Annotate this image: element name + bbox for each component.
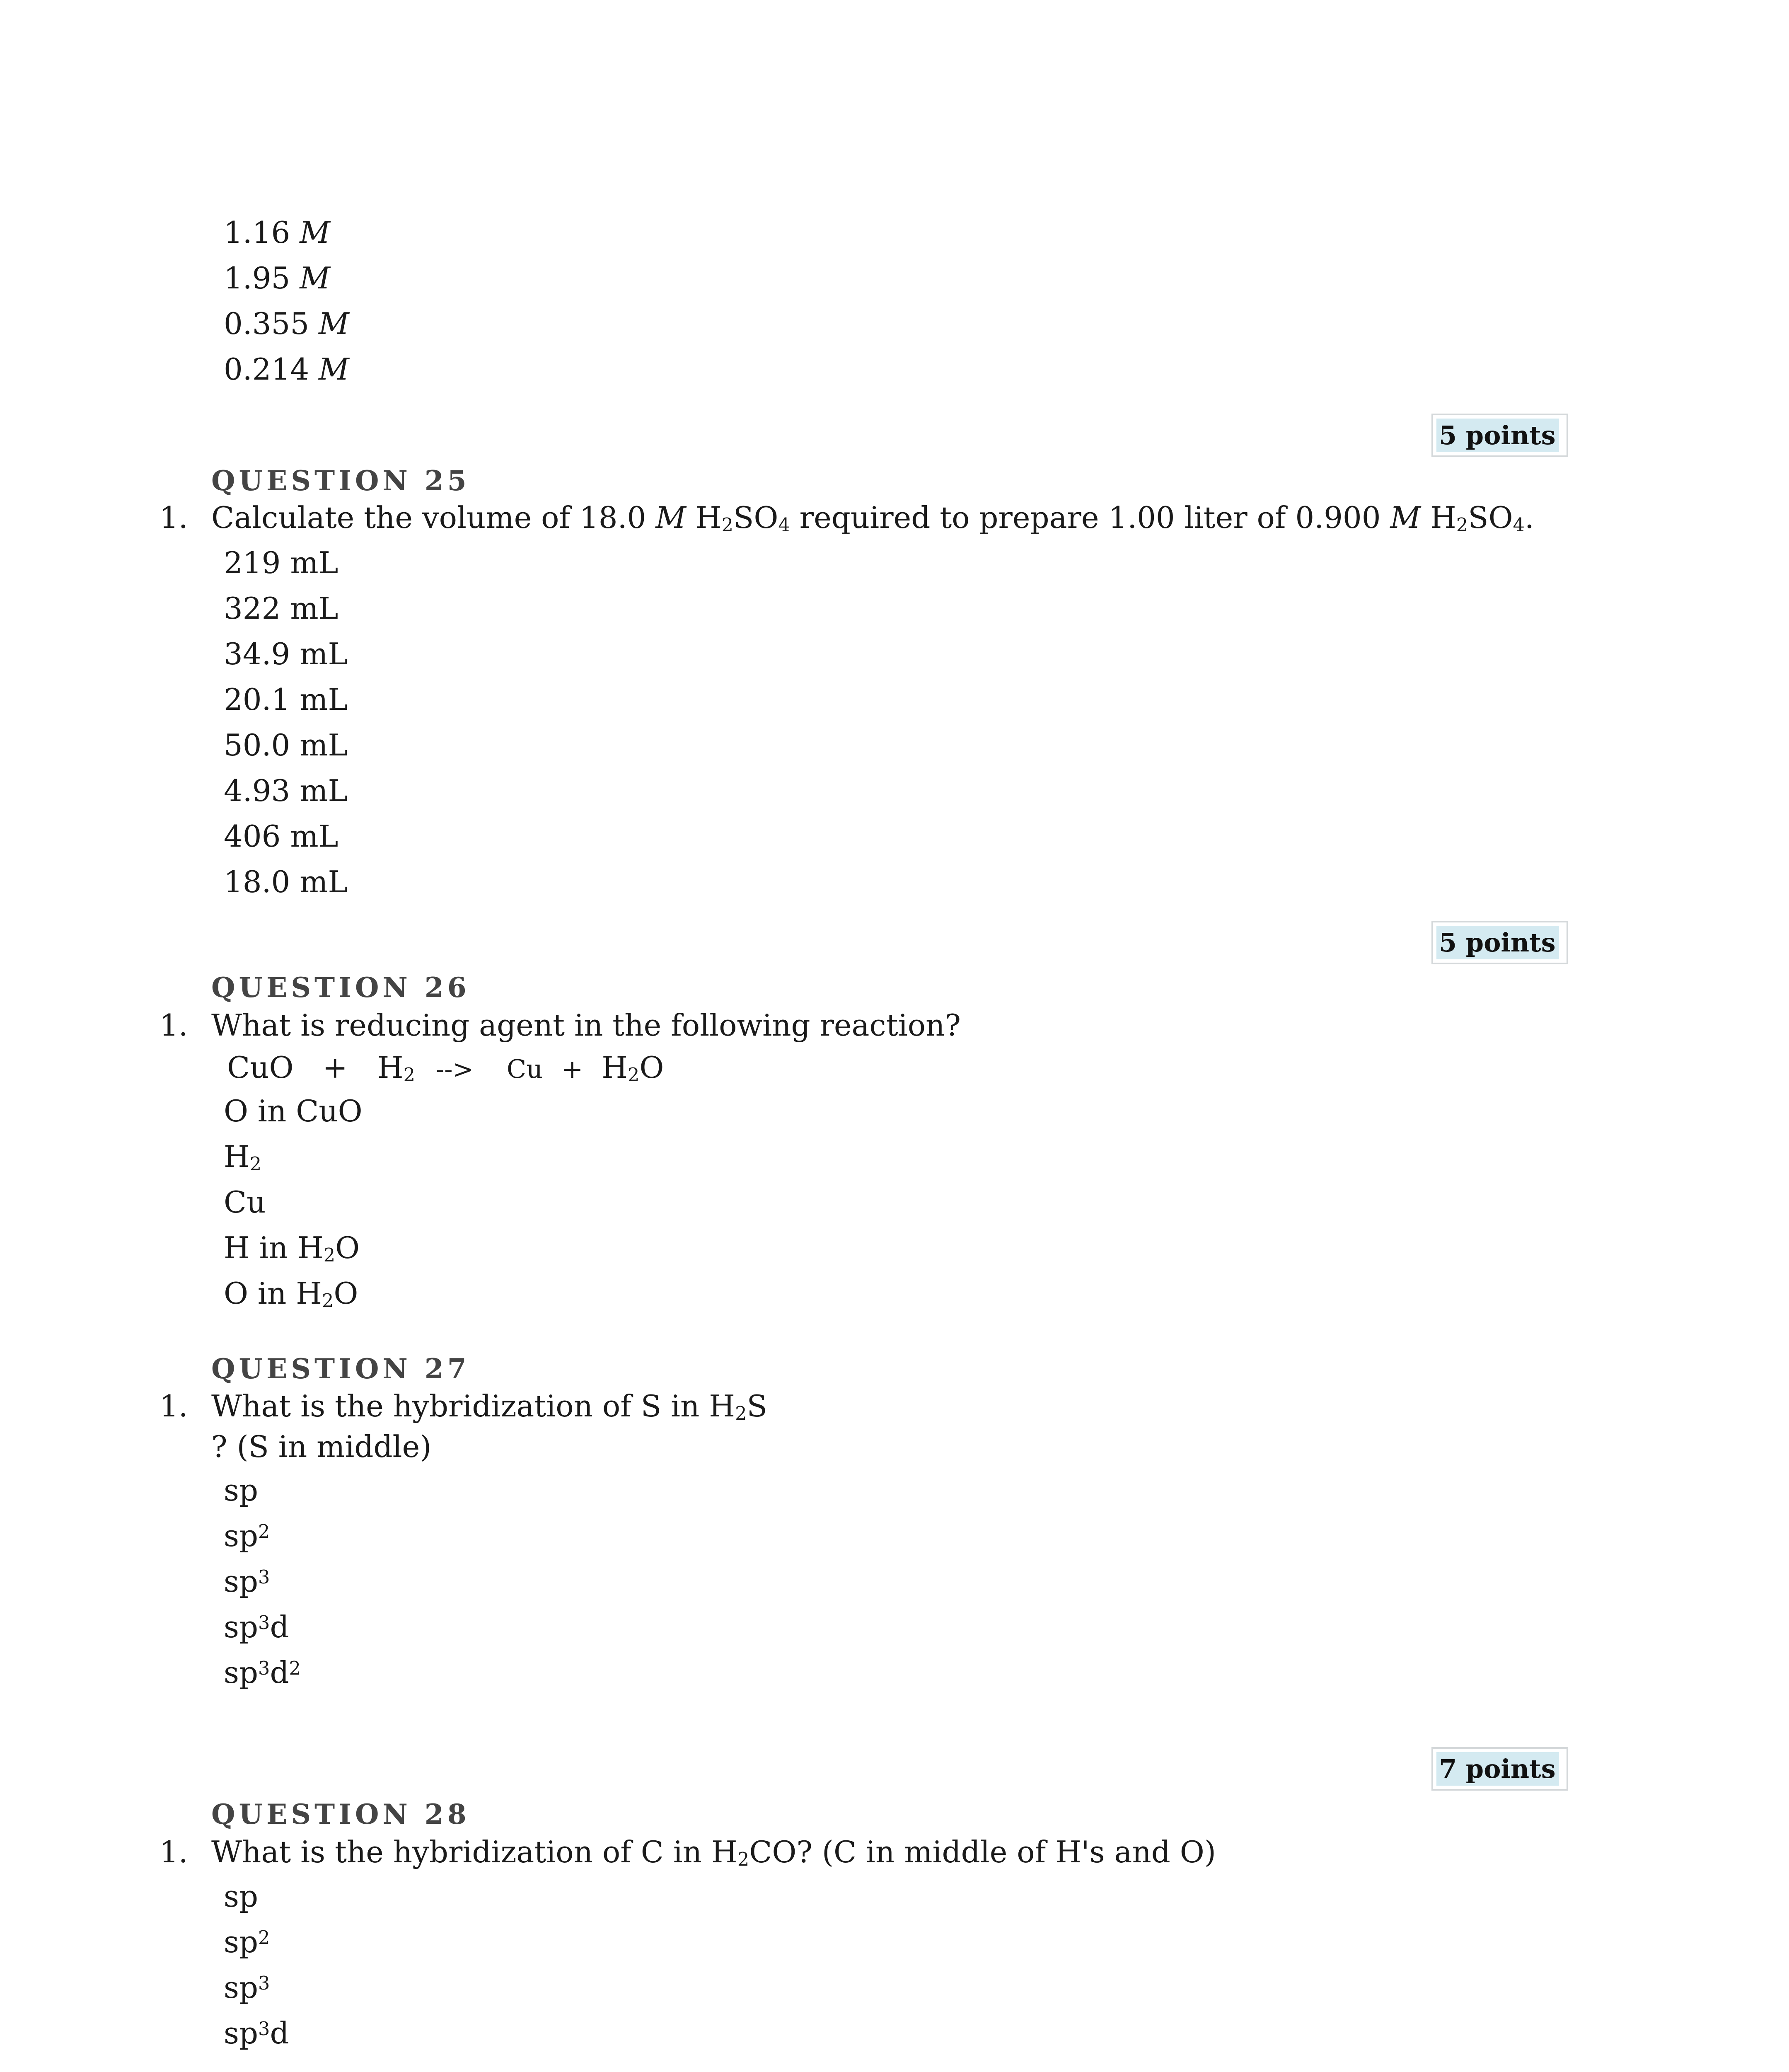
q28-question-text: What is the hybridization of C in $H_2CO$? (C in middle of H's and O) <box>211 1835 1216 1871</box>
q26-number: 1. <box>160 1008 188 1043</box>
q26-option-1[interactable]: O in CuO <box>224 1094 363 1128</box>
q25-option-4[interactable]: 20.1 mL <box>224 682 348 717</box>
q27-option-1[interactable]: sp <box>224 1473 259 1508</box>
q27-option-2[interactable]: $sp^2$ <box>224 1518 270 1553</box>
q26-question-text: What is reducing agent in the following reaction? <box>211 1008 961 1043</box>
q28-option-3[interactable]: $sp^3$ <box>224 1970 270 2005</box>
unit-m: M <box>319 306 349 341</box>
q26-option-2[interactable]: $H_2$ <box>224 1139 262 1175</box>
q28-option-4[interactable]: $sp^3d$ <box>224 2016 289 2050</box>
q26-reaction-equation: CuO + $H_2$ --> $Cu + H_2O$ <box>227 1050 664 1086</box>
unit-m: M <box>300 215 330 250</box>
q26-heading: QUESTION 26 <box>211 971 470 1004</box>
q25-option-7[interactable]: 406 mL <box>224 819 338 854</box>
prev-option-1[interactable]: 1.16 M <box>224 215 330 250</box>
q25-option-3[interactable]: 34.9 mL <box>224 637 348 671</box>
unit-m: M <box>319 352 349 387</box>
q27-number: 1. <box>160 1389 188 1423</box>
q25-heading: QUESTION 25 <box>211 465 470 497</box>
q25-number: 1. <box>160 500 188 535</box>
q26-option-5[interactable]: O in $H_2O$ <box>224 1276 358 1312</box>
prev-option-2[interactable]: 1.95 M <box>224 261 330 295</box>
q25-option-5[interactable]: 50.0 mL <box>224 728 348 762</box>
q26-option-4[interactable]: H in $H_2O$ <box>224 1230 360 1266</box>
q28-heading: QUESTION 28 <box>211 1798 470 1830</box>
q27-question-text: What is the hybridization of S in $H_2S$ <box>211 1389 767 1425</box>
q27-option-3[interactable]: $sp^3$ <box>224 1564 270 1599</box>
q28-option-2[interactable]: $sp^2$ <box>224 1924 270 1959</box>
q25-points-badge: 5 points <box>1431 414 1568 457</box>
prev-option-4[interactable]: 0.214 M <box>224 352 349 387</box>
q25-option-8[interactable]: 18.0 mL <box>224 864 348 899</box>
q27-option-4[interactable]: $sp^3d$ <box>224 1610 289 1644</box>
prev-option-3[interactable]: 0.355 M <box>224 306 349 341</box>
q27-option-5[interactable]: $sp^3d^2$ <box>224 1655 301 1690</box>
q27-heading: QUESTION 27 <box>211 1353 470 1385</box>
q26-points-badge: 5 points <box>1431 921 1568 964</box>
q26-option-3[interactable]: Cu <box>224 1185 266 1220</box>
q28-number: 1. <box>160 1835 188 1869</box>
q25-option-6[interactable]: 4.93 mL <box>224 773 348 808</box>
unit-m: M <box>300 261 330 295</box>
q25-question-text: Calculate the volume of 18.0 M $H_2SO_4$ required to prepare 1.00 liter of 0.900 M $H_2SO_4$. <box>211 500 1534 536</box>
q25-option-2[interactable]: 322 mL <box>224 591 338 626</box>
q25-option-1[interactable]: 219 mL <box>224 545 338 580</box>
q28-points-badge: 7 points <box>1431 1747 1568 1791</box>
q27-question-text-line2: ? (S in middle) <box>211 1429 432 1464</box>
q28-option-1[interactable]: sp <box>224 1879 259 1914</box>
